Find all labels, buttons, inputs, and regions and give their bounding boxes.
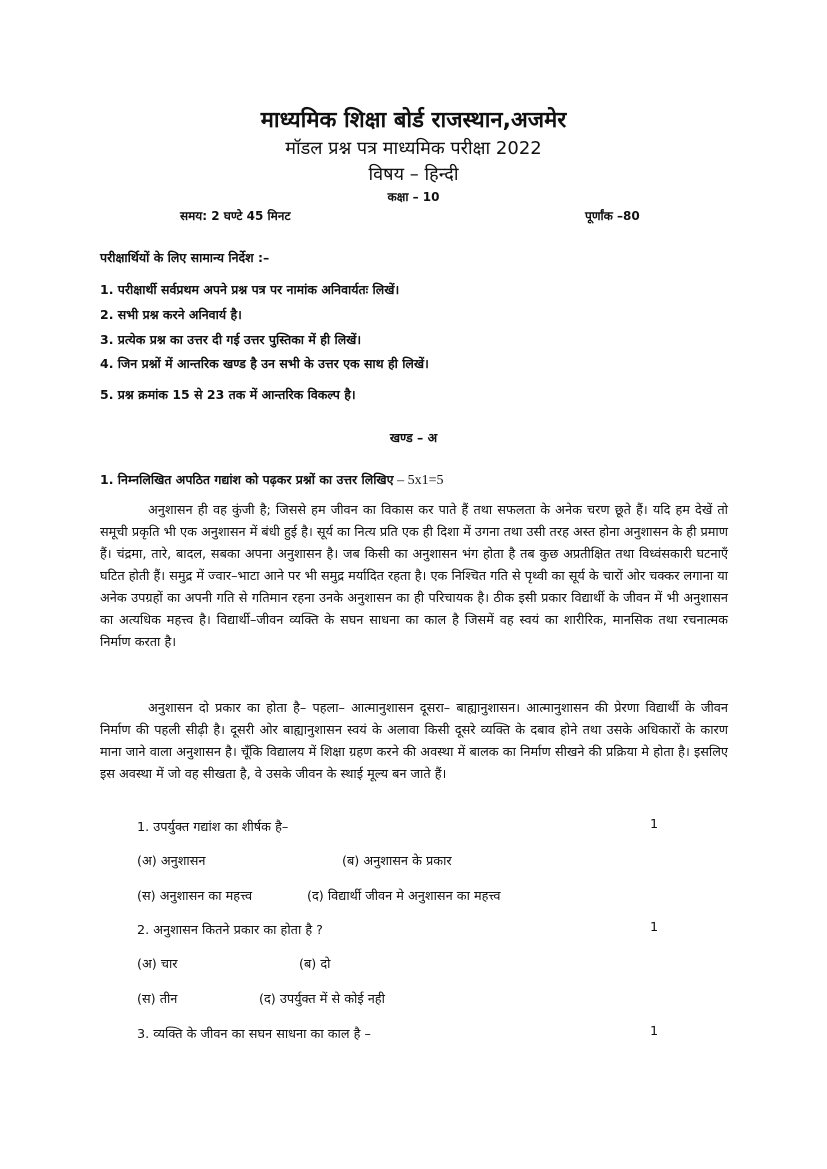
- option-a: (अ) अनुशासन: [137, 854, 206, 869]
- time-label: समय: 2 घण्टे 45 मिनट: [180, 209, 291, 223]
- class-label: कक्षा – 10: [387, 190, 440, 204]
- subquestion-2-marks: 1: [650, 920, 659, 935]
- subquestion-3: 3. व्यक्ति के जीवन का सघन साधना का काल है –: [137, 1027, 371, 1042]
- instruction-item: 2. सभी प्रश्न करने अनिवार्य है।: [100, 307, 242, 322]
- subquestion-1: 1. उपर्युक्त गद्यांश का शीर्षक है–: [137, 820, 289, 835]
- subquestion-3-marks: 1: [650, 1024, 659, 1039]
- question-1-marks: – 5x1=5: [393, 473, 444, 488]
- subject-title: विषय – हिन्दी: [368, 164, 459, 185]
- option-a: (अ) चार: [137, 957, 178, 972]
- subquestion-2: 2. अनुशासन कितने प्रकार का होता है ?: [137, 923, 323, 938]
- instruction-item: 3. प्रत्येक प्रश्न का उत्तर दी गई उत्तर पुस्तिका में ही लिखें।: [100, 332, 362, 347]
- section-title: खण्ड – अ: [389, 430, 438, 445]
- paper-title: मॉडल प्रश्न पत्र माध्यमिक परीक्षा 2022: [285, 138, 542, 159]
- instruction-item: 4. जिन प्रश्नों में आन्तरिक खण्ड है उन सभी के उत्तर एक साथ ही लिखें।: [100, 356, 429, 371]
- passage-text: अनुशासन ही वह कुंजी है; जिससे हम जीवन का विकास कर पाते हैं तथा सफलता के अनेक चरण छूते हैं। यदि हम देखें तो समूची प्रकृति भी एक अनुशासन में बंधी हुई है। सूर्य का नित्य प्रति एक ही दिशा में उगना तथा उसी तरह अस्त होना अनुशासन के ही प्रमाण हैं। चंद्रमा, तारे, बादल, सबका अपना अनुशासन है। जब किसी का अनुशासन भंग होता है तब कुछ अप्रतीक्षित तथा विध्वंसकारी घटनाएँ घटित होती हैं। समुद्र में ज्वार–भाटा आने पर भी समुद्र मर्यादित रहता है। एक निश्चित गति से पृथ्वी का सूर्य के चारों ओर चक्कर लगाना या अनेक उपग्रहों का अपनी गति से गतिमान रहना उनके अनुशासन का ही परिचायक है। ठीक इसी प्रकार विद्यार्थी के जीवन में भी अनुशासन का अत्यधिक महत्त्व है। विद्यार्थी–जीवन व्यक्ति के सघन साधना का काल है जिसमें वह स्वयं का शारीरिक, मानसिक तथा रचनात्मक निर्माण करता है।: [100, 503, 728, 650]
- question-1-prompt: [100, 471, 443, 489]
- instructions-heading: परीक्षार्थियों के लिए सामान्य निर्देश :–: [100, 250, 270, 265]
- option-d: (द) उपर्युक्त में से कोई नही: [259, 992, 385, 1007]
- option-c: (स) अनुशासन का महत्त्व: [137, 889, 253, 904]
- subquestion-1-marks: 1: [650, 817, 659, 832]
- passage-paragraph-1: [100, 500, 728, 654]
- option-b: (ब) दो: [299, 957, 331, 972]
- option-d: (द) विद्यार्थी जीवन मे अनुशासन का महत्त्व: [307, 889, 501, 904]
- instruction-item: 5. प्रश्न क्रमांक 15 से 23 तक में आन्तरिक विकल्प है।: [100, 387, 356, 402]
- passage-paragraph-2: [100, 698, 728, 786]
- max-marks-label: पूर्णांक –80: [585, 209, 640, 223]
- board-title: माध्यमिक शिक्षा बोर्ड राजस्थान,अजमेर: [260, 108, 567, 133]
- passage-text: अनुशासन दो प्रकार का होता है– पहला– आत्मानुशासन दूसरा– बाह्यानुशासन। आत्मानुशासन की प्रेरणा विद्यार्थी के जीवन निर्माण की पहली सीढ़ी है। दूसरी ओर बाह्यानुशासन स्वयं के अलावा किसी दूसरे व्यक्ति के दबाव होने तथा उसके अधिकारों के कारण माना जाने वाला अनुशासन है। चूँकि विद्यालय में शिक्षा ग्रहण करने की अवस्था में बालक का निर्माण सीखने की प्रक्रिया मे होता है। इसलिए इस अवस्था में जो वह सीखता है, वे उसके जीवन के स्थाई मूल्य बन जाते हैं।: [100, 701, 728, 782]
- option-b: (ब) अनुशासन के प्रकार: [342, 854, 452, 869]
- question-1-text: 1. निम्नलिखित अपठित गद्यांश को पढ़कर प्रश्नों का उत्तर लिखिए: [100, 472, 394, 487]
- instruction-item: 1. परीक्षार्थी सर्वप्रथम अपने प्रश्न पत्र पर नामांक अनिवार्यतः लिखें।: [100, 282, 400, 297]
- option-c: (स) तीन: [137, 992, 178, 1007]
